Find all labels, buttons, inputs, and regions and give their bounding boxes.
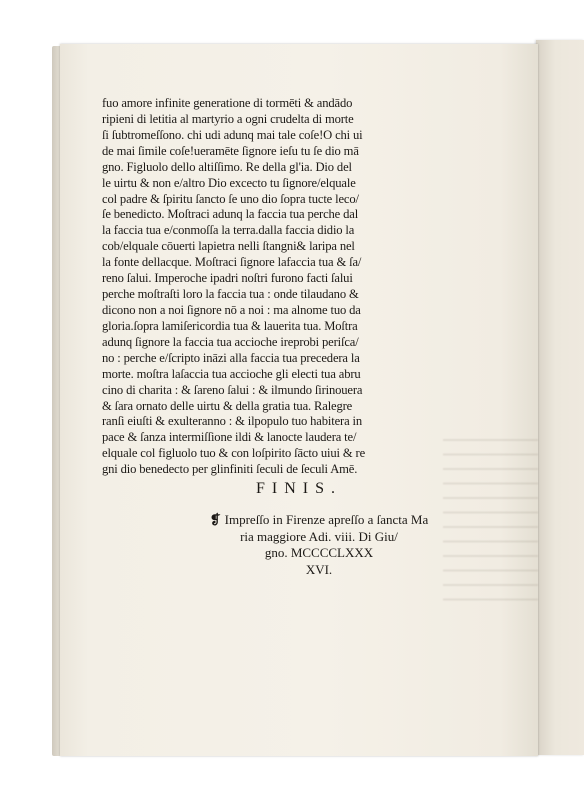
text-line: morte. moſtra laſaccia tua accioche gli electi tua abru — [102, 366, 361, 381]
text-line: dicono non a noi ſignore nō a noi : ma alnome tuo da — [102, 302, 361, 317]
body-text — [102, 96, 486, 478]
text-line: perche moſtraſti loro la faccia tua : onde tilaudano & — [102, 287, 359, 302]
text-line: pace & ſanza intermiſſione ildi & lanocte laudera te/ — [102, 430, 357, 445]
text-line: col padre & ſpiritu ſancto ſe uno dio ſopra tucte leco/ — [102, 191, 359, 206]
facing-page-edge — [536, 40, 584, 755]
text-line: ranſi eiuſti & exulteranno : & ilpopulo tuo habitera in — [102, 414, 363, 429]
colophon-line: XVI. — [305, 561, 333, 577]
text-line: gloria.ſopra lamiſericordia tua & lauerita tua. Moſtra — [102, 318, 358, 333]
text-line: reno ſalui. Imperoche ipadri noſtri furono facti ſalui — [102, 271, 353, 286]
text-line: cob/elquale cōuerti lapietra nelli ſtangni& laripa nel — [102, 239, 355, 254]
text-line: cino di charita : & ſareno ſalui : & ilmundo ſirinouera — [102, 382, 363, 397]
text-line: de mai ſimile coſe!ueramēte ſignore ieſu tu ſe dio mā — [102, 143, 359, 158]
text-line: ripieni di letitia al martyrio a ogni crudelta di morte — [102, 111, 354, 126]
paragraph-mark-icon: ❡ — [209, 512, 221, 527]
text-line: & ſara ornato delle uirtu & della gratia tua. Ralegre — [102, 398, 353, 413]
text-line: fuo amore infinite generatione di tormēti & andādo — [102, 96, 353, 110]
text-line: elquale col figluolo tuo & con loſpirito ſācto uiui & re — [102, 446, 366, 461]
colophon-line: gno. MCCCCLXXX — [264, 545, 374, 560]
colophon-line: ria maggiore Adi. viii. Di Giu/ — [240, 528, 398, 544]
text-line: gno. Figluolo dello altiſſimo. Re della gl'ia. Dio del — [102, 159, 352, 174]
text-line: no : perche e/ſcripto ināzi alla faccia tua precedera la — [102, 350, 360, 365]
text-line: ſe benedicto. Moſtraci adunq la faccia tua perche dal — [102, 207, 359, 222]
text-line: la faccia tua e/conmoſſa la terra.dalla faccia didio la — [102, 223, 355, 238]
text-line: gni dio benedecto per glinfiniti ſeculi de ſeculi Amē. — [102, 462, 358, 477]
text-line: adunq ſignore la faccia tua accioche ireprobi periſca/ — [102, 334, 359, 349]
colophon — [184, 512, 454, 578]
text-line: ſi ſubtromeſſono. chi udi adunq mai tale coſe!O chi ui — [102, 127, 363, 142]
colophon-line: ❡ Impreſſo in Firenze apreſſo a ſancta Ma — [209, 512, 429, 527]
text-line: la fonte dellacque. Moſtraci ſignore lafaccia tua & ſa/ — [102, 255, 362, 270]
text-line: le uirtu & non e/altro Dio excecto tu ſignore/elquale — [102, 175, 356, 190]
finis-heading: FINIS. — [256, 480, 343, 497]
